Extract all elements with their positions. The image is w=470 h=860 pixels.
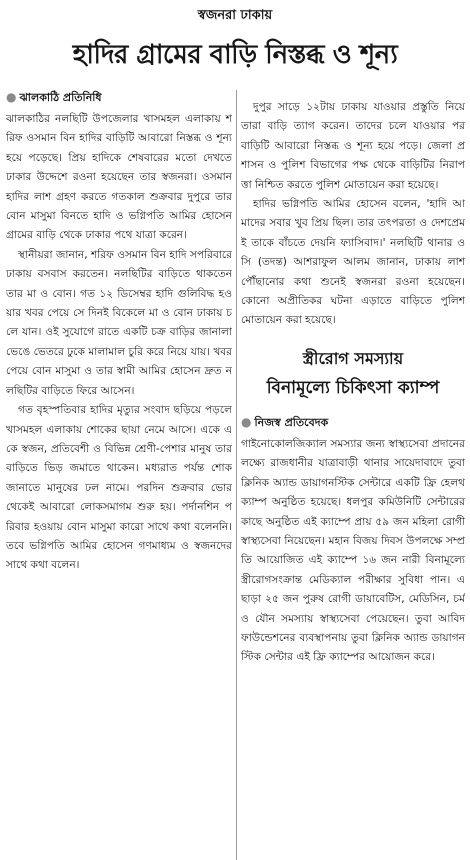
article2-byline-text: নিজস্ব প্রতিবেদক [254, 415, 329, 429]
article1-paragraph-5: হাদির ভগ্নিপতি আমির হোসেন বলেন, 'হাদি আমাদের সবার খুব প্রিয় ছিল। তার তৎপরতা ও দেশপ্রেমই তাকে বাঁচতে দেয়নি ফ্যাসিবাদ।' নলছিটি থানার ওসি (তদন্ত) আশরাফুল আলম জানান, ঢাকায় লাশ পৌঁছানোর কথা শুনেই স্বজনরা রওনা হয়েছেন। কোনো অপ্রীতিকর ঘটনা এড়াতে বাড়িতে পুলিশ মোতায়েন করা হয়েছে। [241, 198, 465, 327]
article2-headline: বিনামূল্যে চিকিৎসা ক্যাম্প [266, 377, 440, 398]
article2-byline [241, 413, 465, 431]
article1-paragraph-3: গত বৃহস্পতিবার হাদির মৃত্যুর সংবাদ ছড়িয়ে পড়লে খাসমহল এলাকায় শোকের ছায়া নেমে আসে। একে একে স্বজন, প্রতিবেশী ও বিভিন্ন শ্রেণী-পেশার মানুষ তার বাড়িতে ভিড় জমাতে থাকেন। মধ্যরাত পর্যন্ত শোক জানাতে মানুষের ঢল নামে। পরদিন শুক্রবার ভোর থেকেই আবারো লোকসমাগম শুরু হয়। পর্দানশিন পরিবার হওয়ায় বোন মাসুমা কারো সাথে কথা বলেননি। তবে ভগ্নিপতি আমির হোসেন গণমাধ্যম ও স্বজনদের সাথে কথা বলেন। [6, 404, 232, 572]
bullet-icon: ● [6, 90, 17, 104]
article1-paragraph-2: স্থানীয়রা জানান, শরিফ ওসমান বিন হাদি সপরিবারে ঢাকায় বসবাস করতেন। নলছিটির বাড়িতে থাকতেন তার মা ও বোন। গত ১২ ডিসেম্বর হাদি গুলিবিদ্ধ হওয়ার খবর পেয়ে সে দিনই বিকেলে মা ও বোন ঢাকায় চলে যান। ওই সুযোগে রাতে একটি চক্র বাড়ির জানালা ভেঙে ভেতরে ঢুকে মালামাল চুরি করে নিয়ে যায়। খবর পেয়ে বোন মাসুমা ও তার স্বামী আমির হোসেন দ্রুত নলছিটির বাড়িতে ফিরে আসেন। [6, 248, 232, 397]
right-column [241, 98, 465, 860]
article1-headline: হাদির গ্রামের বাড়ি নিস্তব্ধ ও শূন্য [72, 40, 398, 70]
article1-paragraph-1: ঝালকাঠির নলছিটি উপজেলার খাসমহল এলাকায় শরিফ ওসমান বিন হাদির বাড়িটি আবারো নিস্তব্ধ ও শূন্য হয়ে পড়েছে। প্রিয় হাদিকে শেষবারের মতো দেখতে ঢাকার উদ্দেশে রওনা হয়েছেন তার স্বজনরা। ওসমান হাদির লাশ গ্রহণ করতে গতকাল শুক্রবার দুপুরে তার বোন মাসুমা বিনতে হাদি ও ভগ্নিপতি আমির হোসেন গ্রামের বাড়ি থেকে ঢাকার পথে যাত্রা করেন। [6, 113, 232, 242]
article1-paragraph-4: দুপুর সাড়ে ১২টায় ঢাকায় যাওয়ার প্রস্তুতি নিয়ে তারা বাড়ি ত্যাগ করেন। তাদের চলে যাওয়ার পর বাড়িটি আবারো নিস্তব্ধ ও শূন্য হয়ে পড়ে। জেলা প্রশাসন ও পুলিশ বিভাগের পক্ষ থেকে বাড়িটির নিরাপত্তা নিশ্চিত করতে পুলিশ মোতায়েন করা হয়েছে। [241, 101, 465, 191]
column-divider [236, 90, 237, 860]
article2 [241, 345, 465, 668]
article2-paragraph-1: গাইনোকোলজিক্যাল সমস্যার জন্য স্বাস্থ্যসেবা প্রদানের লক্ষ্যে রাজধানীর যাত্রাবাড়ী থানার সায়েদাবাদে তুবা ক্লিনিক অ্যান্ড ডায়াগনস্টিক সেন্টারে একটি ফ্রি হেলথ ক্যাম্প অনুষ্ঠিত হয়েছে। ধলপুর কমিউনিটি সেন্টারের কাছে অনুষ্ঠিত এই ক্যাম্পে প্রায় ৫৯ জন মহিলা রোগী স্বাস্থ্যসেবা নিয়েছেন। মহান বিজয় দিবস উপলক্ষে সম্প্রতি আয়োজিত এই ক্যাম্পে ১৬ জন নারী বিনামূল্যে স্ত্রীরোগসংক্রান্ত মেডিক্যাল পরীক্ষার সুবিধা পান। এ ছাড়া ২৫ জন পুরুষ রোগী ডায়াবেটিস, মেডিসিন, চর্ম ও যৌন সমস্যায় স্বাস্থ্যসেবা পেয়েছেন। তুবা আবিদ ফাউন্ডেশনের ব্যবস্থাপনায় তুবা ক্লিনিক অ্যান্ড ডায়াগনস্টিক সেন্টার এই ফ্রি ক্যাম্পের আয়োজন করে। [241, 437, 465, 664]
article1-byline [6, 88, 232, 106]
article2-kicker: স্ত্রীরোগ সমস্যায় [302, 348, 404, 368]
bullet-icon: ● [241, 414, 252, 429]
left-column [6, 88, 232, 860]
article1-byline-text: ঝালকাঠি প্রতিনিধি [19, 91, 102, 104]
article1-kicker: স্বজনরা ঢাকায় [197, 8, 273, 23]
